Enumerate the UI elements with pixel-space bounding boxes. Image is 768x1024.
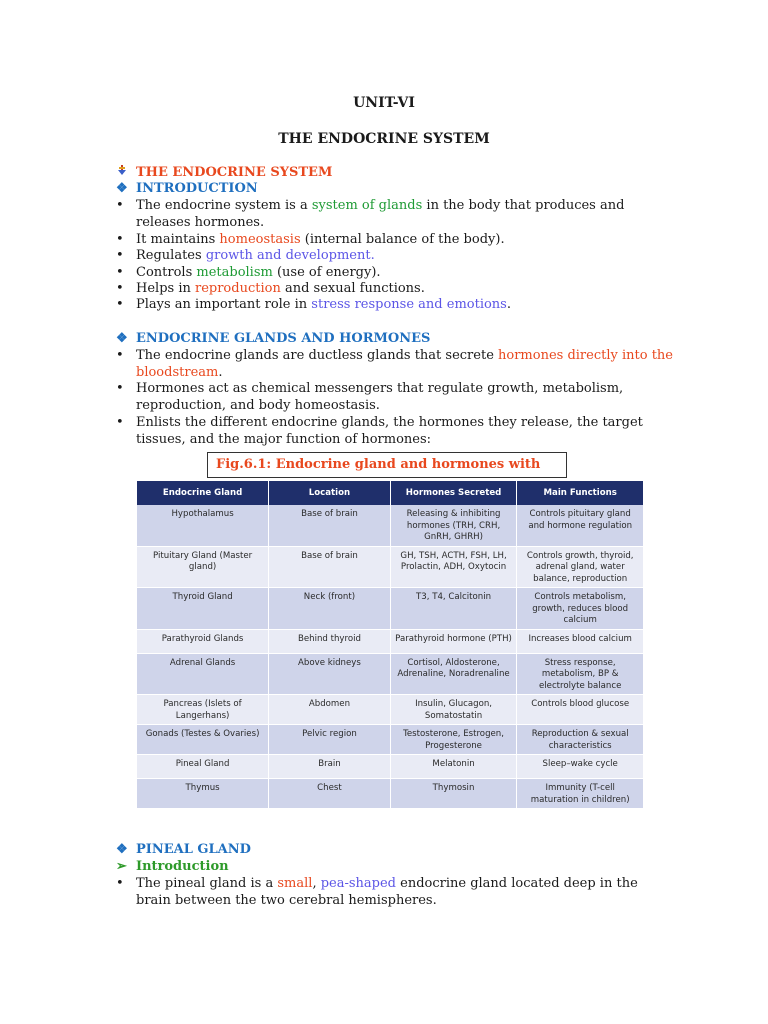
table-cell: Pineal Gland: [137, 755, 269, 779]
text-run: Regulates: [136, 248, 206, 263]
highlighted-term: homeostasis: [219, 232, 301, 247]
section-heading-main-text: THE ENDOCRINE SYSTEM: [136, 165, 333, 180]
bullet-dot-icon: •: [116, 198, 124, 213]
table-cell: Neck (front): [269, 588, 391, 630]
table-cell: Behind thyroid: [269, 629, 391, 653]
table-cell: Increases blood calcium: [517, 629, 644, 653]
unit-title: UNIT-VI: [353, 95, 415, 111]
pineal-subheading: [116, 859, 229, 874]
table-cell: Sleep–wake cycle: [517, 755, 644, 779]
highlighted-term: stress response and emotions: [311, 297, 507, 312]
table-cell: Melatonin: [390, 755, 517, 779]
list-item: [116, 415, 676, 448]
table-cell: Parathyroid Glands: [137, 629, 269, 653]
table-row: [137, 779, 644, 809]
table-cell: Gonads (Testes & Ovaries): [137, 725, 269, 755]
highlighted-term: small: [277, 876, 313, 891]
table-row: [137, 653, 644, 695]
pineal-heading: [116, 842, 251, 857]
table-cell: Immunity (T-cell maturation in children): [517, 779, 644, 809]
list-item: [116, 876, 676, 909]
table-cell: Releasing & inhibiting hormones (TRH, CRH, GnRH, GHRH): [390, 505, 517, 546]
section-heading-main: [116, 164, 332, 180]
table-cell: T3, T4, Calcitonin: [390, 588, 517, 630]
list-item: [116, 348, 676, 381]
text-run: (internal balance of the body).: [300, 232, 505, 247]
table-row: [137, 588, 644, 630]
figure-caption: Fig.6.1: Endocrine gland and hormones with: [207, 452, 567, 478]
table-cell: Pancreas (Islets of Langerhans): [137, 695, 269, 725]
text-run: Enlists the different endocrine glands, the hormones they release, the target tissues, and the major function of hormones:: [136, 415, 643, 447]
bullet-dot-icon: •: [116, 415, 124, 430]
list-item-text: [116, 348, 676, 381]
list-item: [116, 248, 676, 265]
bullet-dot-icon: •: [116, 297, 124, 312]
highlighted-term: hormones directly into the bloodstream: [136, 348, 673, 380]
table-cell: Pelvic region: [269, 725, 391, 755]
table-header-row: [137, 481, 644, 505]
highlighted-term: system of glands: [311, 198, 423, 213]
table-cell: Thymosin: [390, 779, 517, 809]
list-item: [116, 381, 676, 414]
list-item-text: [116, 232, 676, 249]
table-row: [137, 546, 644, 588]
table-header-cell: Hormones Secreted: [390, 481, 517, 505]
bullet-dot-icon: •: [116, 381, 124, 396]
table-row: [137, 629, 644, 653]
list-item-text: [116, 281, 676, 298]
table-cell: Base of brain: [269, 546, 391, 588]
highlighted-term: growth and development.: [205, 248, 375, 263]
chapter-title: THE ENDOCRINE SYSTEM: [278, 131, 490, 147]
table-cell: Base of brain: [269, 505, 391, 546]
list-item-text: [116, 198, 676, 231]
text-run: The endocrine glands are ductless glands that secrete: [136, 348, 499, 363]
table-cell: Thyroid Gland: [137, 588, 269, 630]
table-cell: Reproduction & sexual characteristics: [517, 725, 644, 755]
pineal-heading-text: PINEAL GLAND: [136, 842, 251, 857]
glands-heading-text: ENDOCRINE GLANDS AND HORMONES: [136, 331, 431, 346]
table-cell: Controls pituitary gland and hormone regulation: [517, 505, 644, 546]
bullet-dot-icon: •: [116, 265, 124, 280]
diamond-cluster-icon: ❖: [116, 331, 128, 346]
table-cell: Insulin, Glucagon, Somatostatin: [390, 695, 517, 725]
intro-heading: [116, 181, 258, 196]
table-cell: Thymus: [137, 779, 269, 809]
text-run: ,: [312, 876, 321, 891]
list-item-text: [116, 381, 676, 414]
text-run: The pineal gland is a: [136, 876, 278, 891]
table-cell: Controls blood glucose: [517, 695, 644, 725]
table-cell: Testosterone, Estrogen, Progesterone: [390, 725, 517, 755]
diamond-cluster-icon: ❖: [116, 842, 128, 857]
list-item: [116, 198, 676, 231]
list-item: [116, 297, 676, 314]
glands-heading: [116, 331, 430, 346]
text-run: Hormones act as chemical messengers that regulate growth, metabolism, reproduction, and body homeostasis.: [136, 381, 624, 413]
text-run: and sexual functions.: [280, 281, 425, 296]
list-item-text: [116, 265, 676, 282]
table-cell: Brain: [269, 755, 391, 779]
text-run: Controls: [136, 265, 197, 280]
bullet-dot-icon: •: [116, 281, 124, 296]
table-row: [137, 755, 644, 779]
pushpin-arrow-icon: [116, 164, 136, 180]
highlighted-term: pea-shaped: [320, 876, 396, 891]
bullet-dot-icon: •: [116, 348, 124, 363]
table-row: [137, 695, 644, 725]
table-cell: Controls growth, thyroid, adrenal gland, water balance, reproduction: [517, 546, 644, 588]
table-header-cell: Main Functions: [517, 481, 644, 505]
table-cell: GH, TSH, ACTH, FSH, LH, Prolactin, ADH, Oxytocin: [390, 546, 517, 588]
table-cell: Abdomen: [269, 695, 391, 725]
text-run: .: [218, 364, 223, 380]
table-cell: Controls metabolism, growth, reduces blood calcium: [517, 588, 644, 630]
table-cell: Hypothalamus: [137, 505, 269, 546]
table-cell: Parathyroid hormone (PTH): [390, 629, 517, 653]
highlighted-term: reproduction: [194, 281, 281, 296]
bullet-dot-icon: •: [116, 232, 124, 247]
list-item: [116, 281, 676, 298]
intro-heading-text: INTRODUCTION: [136, 181, 258, 196]
text-run: Plays an important role in: [136, 297, 312, 312]
arrowhead-icon: ➢: [116, 859, 127, 874]
table-cell: Adrenal Glands: [137, 653, 269, 695]
bullet-dot-icon: •: [116, 248, 124, 263]
diamond-cluster-icon: ❖: [116, 181, 128, 196]
list-item: [116, 232, 676, 249]
table-cell: Chest: [269, 779, 391, 809]
table-cell: Above kidneys: [269, 653, 391, 695]
table-row: [137, 505, 644, 546]
table-row: [137, 725, 644, 755]
text-run: It maintains: [136, 232, 220, 247]
endocrine-table: [137, 481, 644, 809]
table-header-cell: Endocrine Gland: [137, 481, 269, 505]
list-item-text: [116, 248, 676, 265]
table-cell: Cortisol, Aldosterone, Adrenaline, Noradrenaline: [390, 653, 517, 695]
text-run: Helps in: [136, 281, 195, 296]
text-run: .: [506, 297, 511, 312]
bullet-dot-icon: •: [116, 876, 124, 891]
list-item-text: [116, 415, 676, 448]
table-cell: Stress response, metabolism, BP & electrolyte balance: [517, 653, 644, 695]
table-cell: Pituitary Gland (Master gland): [137, 546, 269, 588]
list-item: [116, 265, 676, 282]
text-run: endocrine gland located deep in the brain between the two cerebral hemispheres.: [136, 876, 638, 908]
text-run: in the body that produces and releases hormones.: [136, 198, 625, 230]
highlighted-term: metabolism: [196, 265, 273, 280]
pineal-subheading-text: Introduction: [136, 859, 229, 874]
list-item-text: [116, 876, 676, 909]
text-run: (use of energy).: [272, 265, 381, 280]
text-run: The endocrine system is a: [136, 198, 312, 213]
list-item-text: [116, 297, 676, 314]
table-header-cell: Location: [269, 481, 391, 505]
